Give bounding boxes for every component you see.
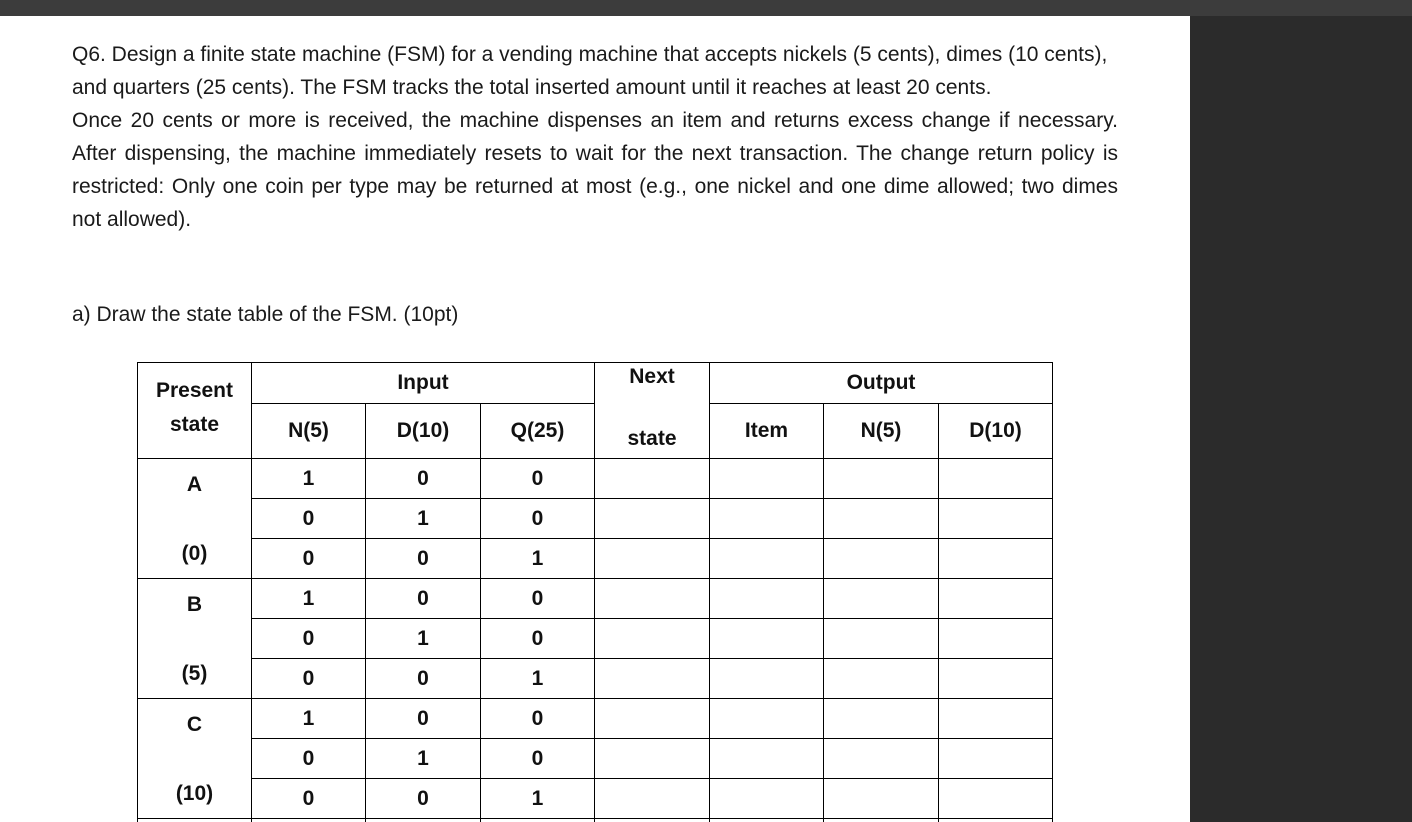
output-item-cell[interactable] [710,539,824,579]
input-n-cell: 0 [252,539,366,579]
next-state-cell[interactable] [595,619,710,659]
header-input-quarter: Q(25) [481,404,595,459]
output-n-cell[interactable] [824,699,939,739]
input-n-cell: 1 [252,579,366,619]
output-n-cell[interactable] [824,579,939,619]
input-n-cell: 0 [252,499,366,539]
table-row [138,619,1053,659]
header-input-dime: D(10) [366,404,481,459]
output-item-cell[interactable] [710,579,824,619]
input-n-cell: 1 [252,699,366,739]
output-item-cell[interactable] [710,499,824,539]
input-q-cell: 0 [481,579,595,619]
next-state-cell[interactable] [595,659,710,699]
state-value: (5) [181,662,208,685]
output-n-cell[interactable] [824,779,939,819]
header-output: Output [710,363,1053,404]
table-row [138,459,1053,499]
table-row [138,739,1053,779]
header-present-line1: Present [155,379,234,402]
output-n-cell[interactable] [824,619,939,659]
input-d-cell: 0 [366,539,481,579]
table-cell[interactable] [595,819,710,822]
present-state-cell [138,459,252,579]
table-row [138,819,1053,822]
state-name: C [186,713,203,736]
table-row [138,779,1053,819]
present-state-cell [138,699,252,819]
output-d-cell[interactable] [939,579,1053,619]
output-d-cell[interactable] [939,699,1053,739]
table-cell [252,819,366,822]
next-state-cell[interactable] [595,499,710,539]
input-d-cell: 1 [366,619,481,659]
output-d-cell[interactable] [939,539,1053,579]
next-state-cell[interactable] [595,779,710,819]
output-item-cell[interactable] [710,699,824,739]
input-n-cell: 1 [252,459,366,499]
input-q-cell: 1 [481,539,595,579]
input-d-cell: 1 [366,739,481,779]
next-state-cell[interactable] [595,539,710,579]
output-item-cell[interactable] [710,619,824,659]
state-name: A [186,473,203,496]
input-n-cell: 0 [252,659,366,699]
table-cell[interactable] [710,819,824,822]
output-n-cell[interactable] [824,499,939,539]
output-n-cell[interactable] [824,659,939,699]
output-item-cell[interactable] [710,659,824,699]
state-table [137,362,1053,822]
input-q-cell: 0 [481,739,595,779]
input-n-cell: 0 [252,739,366,779]
document-page [0,16,1190,822]
state-value: (0) [181,542,208,565]
input-n-cell: 0 [252,619,366,659]
output-d-cell[interactable] [939,659,1053,699]
header-input-nickel: N(5) [252,404,366,459]
input-q-cell: 0 [481,699,595,739]
header-present-state [138,363,252,459]
header-next-state [595,363,710,459]
table-cell[interactable] [939,819,1053,822]
input-q-cell: 1 [481,659,595,699]
next-state-cell[interactable] [595,699,710,739]
next-state-cell[interactable] [595,459,710,499]
question-paragraph-1: Q6. Design a finite state machine (FSM) for a vending machine that accepts nickels (5 cents), dimes (10 cents), and quarters (25 cents). The FSM tracks the total inserted amount until it reaches at least 20 cents. [72,43,1108,99]
output-n-cell[interactable] [824,459,939,499]
output-d-cell[interactable] [939,459,1053,499]
input-d-cell: 0 [366,659,481,699]
output-item-cell[interactable] [710,459,824,499]
state-name: B [186,593,203,616]
output-n-cell[interactable] [824,539,939,579]
header-present-line2: state [169,413,220,436]
table-row [138,499,1053,539]
output-d-cell[interactable] [939,499,1053,539]
state-value: (10) [175,782,214,805]
header-output-item: Item [710,404,824,459]
header-next-line2: state [627,427,677,450]
output-item-cell[interactable] [710,739,824,779]
table-row [138,539,1053,579]
header-output-nickel: N(5) [824,404,939,459]
viewer-side-panel [1190,16,1412,822]
table-row [138,659,1053,699]
viewer-top-bar [0,0,1412,16]
input-n-cell: 0 [252,779,366,819]
input-d-cell: 0 [366,459,481,499]
header-input: Input [252,363,595,404]
table-row [138,579,1053,619]
present-state-cell [138,579,252,699]
table-row [138,699,1053,739]
table-cell [481,819,595,822]
input-d-cell: 0 [366,579,481,619]
output-d-cell[interactable] [939,619,1053,659]
output-d-cell[interactable] [939,779,1053,819]
table-cell [366,819,481,822]
input-d-cell: 0 [366,779,481,819]
table-cell[interactable] [824,819,939,822]
next-state-cell[interactable] [595,579,710,619]
output-item-cell[interactable] [710,779,824,819]
header-output-dime: D(10) [939,404,1053,459]
output-d-cell[interactable] [939,739,1053,779]
input-d-cell: 0 [366,699,481,739]
output-n-cell[interactable] [824,739,939,779]
part-a-prompt: a) Draw the state table of the FSM. (10pt) [72,303,459,326]
question-text [72,38,1118,236]
question-paragraph-2: Once 20 cents or more is received, the machine dispenses an item and returns excess change if necessary. After dispensing, the machine immediately resets to wait for the next transaction. The change return policy is restricted: Only one coin per type may be returned at most (e.g., one nickel and one dime allowed; two dimes not allowed). [72,109,1118,231]
input-q-cell: 0 [481,499,595,539]
input-q-cell: 0 [481,619,595,659]
table-cell [138,819,252,822]
input-d-cell: 1 [366,499,481,539]
next-state-cell[interactable] [595,739,710,779]
input-q-cell: 1 [481,779,595,819]
input-q-cell: 0 [481,459,595,499]
header-next-line1: Next [629,365,675,388]
